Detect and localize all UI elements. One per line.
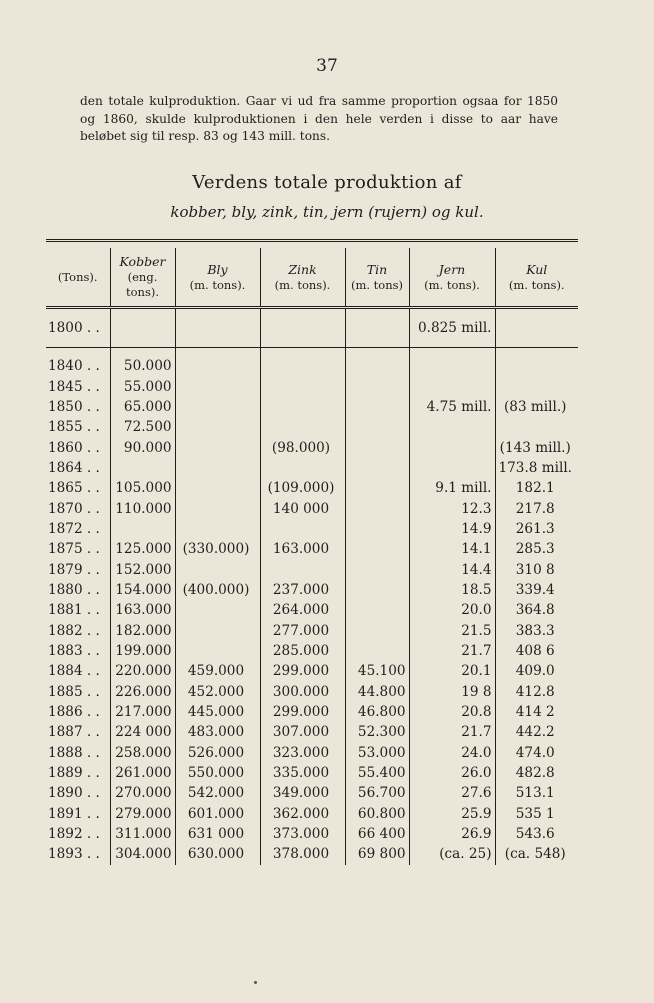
cell-zink: 373.000 xyxy=(260,824,345,844)
page-number: 37 xyxy=(316,56,338,76)
cell-year: 1855 . . xyxy=(46,417,110,437)
cell-jern: 14.1 xyxy=(409,539,495,559)
cell-kobber xyxy=(110,458,175,478)
cell-zink: 237.000 xyxy=(260,580,345,600)
cell-year: 1892 . . xyxy=(46,824,110,844)
cell-year: 1840 . . xyxy=(46,356,110,376)
cell-bly xyxy=(175,356,260,376)
cell-kobber xyxy=(110,519,175,539)
cell-tin: 55.400 xyxy=(345,763,409,783)
cell-jern: 14.4 xyxy=(409,559,495,579)
header-jern: Jern (m. tons). xyxy=(409,248,495,308)
cell-year: 1882 . . xyxy=(46,620,110,640)
cell-year: 1879 . . xyxy=(46,559,110,579)
cell-zink: 299.000 xyxy=(260,661,345,681)
production-table xyxy=(46,248,578,865)
cell-year: 1860 . . xyxy=(46,437,110,457)
cell-tin: 60.800 xyxy=(345,804,409,824)
cell-kul: 173.8 mill. xyxy=(498,459,572,476)
cell-kul: 414 2 xyxy=(515,704,555,721)
cell-zink: 163.000 xyxy=(260,539,345,559)
cell-year: 1872 . . xyxy=(46,519,110,539)
cell-tin: 46.800 xyxy=(345,702,409,722)
cell-year: 1886 . . xyxy=(46,702,110,722)
cell-year: 1870 . . xyxy=(46,498,110,518)
cell-kul: 474.0 xyxy=(515,744,555,761)
cell-kobber: 110.000 xyxy=(110,498,175,518)
cell-zink xyxy=(260,356,345,376)
spacer-cell xyxy=(345,348,409,357)
cell-bly xyxy=(175,620,260,640)
table-row xyxy=(46,763,578,783)
cell-zink xyxy=(260,519,345,539)
cell-jern: 4.75 mill. xyxy=(409,397,495,417)
cell-bly xyxy=(175,559,260,579)
cell-jern xyxy=(409,437,495,457)
cell-tin: 66 400 xyxy=(345,824,409,844)
cell-tin xyxy=(345,397,409,417)
cell-tin xyxy=(345,308,409,348)
cell-zink: 362.000 xyxy=(260,804,345,824)
cell-kul: (ca. 548) xyxy=(504,846,566,863)
cell-kobber: 304.000 xyxy=(110,844,175,864)
cell-bly xyxy=(175,437,260,457)
cell-zink: 349.000 xyxy=(260,783,345,803)
table-top-rule xyxy=(46,239,578,248)
cell-jern: 20.0 xyxy=(409,600,495,620)
table-row xyxy=(46,620,578,640)
cell-tin xyxy=(345,620,409,640)
cell-kobber: 226.000 xyxy=(110,682,175,702)
cell-kul: (143 mill.) xyxy=(499,439,571,456)
cell-jern: 20.1 xyxy=(409,661,495,681)
cell-kul: 261.3 xyxy=(515,520,555,537)
cell-zink: (109.000) xyxy=(260,478,345,498)
cell-kul: 285.3 xyxy=(515,541,555,558)
cell-tin: 56.700 xyxy=(345,783,409,803)
cell-kobber xyxy=(110,308,175,348)
cell-jern: 21.7 xyxy=(409,641,495,661)
cell-zink: 300.000 xyxy=(260,682,345,702)
cell-tin: 44.800 xyxy=(345,682,409,702)
cell-kul: (83 mill.) xyxy=(504,398,567,415)
cell-year: 1875 . . xyxy=(46,539,110,559)
cell-zink xyxy=(260,458,345,478)
cell-kobber: 258.000 xyxy=(110,743,175,763)
cell-zink: (98.000) xyxy=(260,437,345,457)
header-tin: Tin (m. tons) xyxy=(345,248,409,308)
cell-jern: 0.825 mill. xyxy=(409,308,495,348)
table-header-row xyxy=(46,248,578,308)
spacer-cell xyxy=(110,348,175,357)
table-row-1800 xyxy=(46,308,578,348)
print-speck xyxy=(254,981,257,984)
spacer-cell xyxy=(495,348,578,357)
table-row xyxy=(46,682,578,702)
table-spacer-row xyxy=(46,348,578,357)
cell-kul xyxy=(495,356,578,376)
cell-jern: 25.9 xyxy=(409,804,495,824)
cell-zink: 285.000 xyxy=(260,641,345,661)
cell-bly xyxy=(175,600,260,620)
cell-tin xyxy=(345,580,409,600)
cell-zink: 140 000 xyxy=(260,498,345,518)
cell-jern: 9.1 mill. xyxy=(409,478,495,498)
table-title: Verdens totale produktion af xyxy=(192,172,462,193)
cell-kobber: 199.000 xyxy=(110,641,175,661)
table-row xyxy=(46,661,578,681)
table-body xyxy=(46,308,578,865)
cell-bly xyxy=(175,498,260,518)
cell-kobber: 152.000 xyxy=(110,559,175,579)
table-row xyxy=(46,437,578,457)
cell-kobber: 55.000 xyxy=(110,376,175,396)
cell-bly: 542.000 xyxy=(175,783,260,803)
cell-bly: 630.000 xyxy=(175,844,260,864)
cell-kul: 535 1 xyxy=(515,805,555,822)
cell-bly: 601.000 xyxy=(175,804,260,824)
spacer-cell xyxy=(46,348,110,357)
spacer-cell xyxy=(409,348,495,357)
cell-year: 1845 . . xyxy=(46,376,110,396)
table-row xyxy=(46,824,578,844)
cell-bly: 459.000 xyxy=(175,661,260,681)
cell-bly xyxy=(175,641,260,661)
cell-zink xyxy=(260,417,345,437)
cell-jern: 26.0 xyxy=(409,763,495,783)
cell-tin xyxy=(345,539,409,559)
spacer-cell xyxy=(260,348,345,357)
table-row xyxy=(46,743,578,763)
cell-zink: 307.000 xyxy=(260,722,345,742)
cell-kobber: 154.000 xyxy=(110,580,175,600)
cell-kul: 364.8 xyxy=(515,602,555,619)
table-row xyxy=(46,498,578,518)
cell-kul: 409.0 xyxy=(515,663,555,680)
cell-kul: 217.8 xyxy=(515,500,555,517)
cell-bly: 445.000 xyxy=(175,702,260,722)
cell-kobber: 72.500 xyxy=(110,417,175,437)
cell-jern: 24.0 xyxy=(409,743,495,763)
cell-kul: 543.6 xyxy=(515,826,555,843)
cell-kul: 482.8 xyxy=(515,765,555,782)
header-kobber: Kobber (eng. tons). xyxy=(110,248,175,308)
table-row xyxy=(46,580,578,600)
cell-year: 1865 . . xyxy=(46,478,110,498)
cell-tin xyxy=(345,437,409,457)
cell-jern: (ca. 25) xyxy=(409,844,495,864)
cell-tin: 52.300 xyxy=(345,722,409,742)
cell-jern: 26.9 xyxy=(409,824,495,844)
cell-tin: 53.000 xyxy=(345,743,409,763)
cell-bly: 526.000 xyxy=(175,743,260,763)
cell-jern xyxy=(409,458,495,478)
cell-jern: 12.3 xyxy=(409,498,495,518)
cell-zink: 277.000 xyxy=(260,620,345,640)
cell-kul: 182.1 xyxy=(515,480,555,497)
cell-tin xyxy=(345,376,409,396)
cell-kobber: 261.000 xyxy=(110,763,175,783)
table-row xyxy=(46,397,578,417)
cell-jern xyxy=(409,376,495,396)
cell-bly xyxy=(175,308,260,348)
cell-jern: 19 8 xyxy=(409,682,495,702)
header-tons: (Tons). xyxy=(46,248,110,308)
table-row xyxy=(46,539,578,559)
cell-zink xyxy=(260,559,345,579)
cell-kobber: 90.000 xyxy=(110,437,175,457)
cell-year: 1864 . . xyxy=(46,458,110,478)
cell-year: 1885 . . xyxy=(46,682,110,702)
cell-zink: 323.000 xyxy=(260,743,345,763)
table-row xyxy=(46,519,578,539)
cell-jern xyxy=(409,356,495,376)
cell-tin xyxy=(345,478,409,498)
table-row xyxy=(46,722,578,742)
cell-kobber: 270.000 xyxy=(110,783,175,803)
cell-kul xyxy=(495,376,578,396)
cell-jern xyxy=(409,417,495,437)
cell-kul: 383.3 xyxy=(515,622,555,639)
cell-bly xyxy=(175,417,260,437)
table-row xyxy=(46,804,578,824)
cell-zink: 378.000 xyxy=(260,844,345,864)
cell-kobber: 217.000 xyxy=(110,702,175,722)
cell-jern: 14.9 xyxy=(409,519,495,539)
cell-kul: 412.8 xyxy=(515,683,555,700)
cell-kobber: 105.000 xyxy=(110,478,175,498)
table-row xyxy=(46,641,578,661)
cell-tin xyxy=(345,458,409,478)
cell-year: 1891 . . xyxy=(46,804,110,824)
cell-bly xyxy=(175,519,260,539)
cell-year: 1800 . . xyxy=(46,308,110,348)
cell-kul xyxy=(495,417,578,437)
cell-kobber: 65.000 xyxy=(110,397,175,417)
cell-year: 1888 . . xyxy=(46,743,110,763)
cell-kul: 339.4 xyxy=(515,581,555,598)
cell-year: 1880 . . xyxy=(46,580,110,600)
intro-paragraph: den totale kulproduktion. Gaar vi ud fra samme proportion ogsaa for 1850 og 1860, skulde kulproduktionen i den hele verden i disse to aar have beløbet sig til resp. 83 og 143 mill. tons. xyxy=(80,94,558,143)
cell-zink xyxy=(260,376,345,396)
cell-kobber: 50.000 xyxy=(110,356,175,376)
cell-bly xyxy=(175,397,260,417)
cell-bly: 550.000 xyxy=(175,763,260,783)
cell-zink: 264.000 xyxy=(260,600,345,620)
cell-bly xyxy=(175,478,260,498)
cell-kobber: 220.000 xyxy=(110,661,175,681)
table-row xyxy=(46,559,578,579)
cell-zink: 335.000 xyxy=(260,763,345,783)
cell-year: 1889 . . xyxy=(46,763,110,783)
cell-bly: 483.000 xyxy=(175,722,260,742)
cell-zink xyxy=(260,308,345,348)
cell-jern: 27.6 xyxy=(409,783,495,803)
cell-tin: 69 800 xyxy=(345,844,409,864)
spacer-cell xyxy=(175,348,260,357)
cell-year: 1887 . . xyxy=(46,722,110,742)
cell-kul: 442.2 xyxy=(515,724,555,741)
cell-bly xyxy=(175,458,260,478)
header-kul: Kul (m. tons). xyxy=(508,261,565,292)
header-zink: Zink (m. tons). xyxy=(260,248,345,308)
cell-year: 1883 . . xyxy=(46,641,110,661)
production-table-wrapper xyxy=(46,239,578,865)
cell-tin xyxy=(345,417,409,437)
cell-jern: 18.5 xyxy=(409,580,495,600)
cell-tin xyxy=(345,600,409,620)
cell-bly: 631 000 xyxy=(175,824,260,844)
table-row xyxy=(46,783,578,803)
table-row xyxy=(46,844,578,864)
cell-kobber: 279.000 xyxy=(110,804,175,824)
table-row xyxy=(46,356,578,376)
cell-tin xyxy=(345,498,409,518)
cell-jern: 20.8 xyxy=(409,702,495,722)
table-row xyxy=(46,702,578,722)
cell-tin xyxy=(345,641,409,661)
table-row xyxy=(46,458,578,478)
cell-year: 1890 . . xyxy=(46,783,110,803)
cell-bly: (400.000) xyxy=(175,580,260,600)
cell-jern: 21.7 xyxy=(409,722,495,742)
cell-kobber: 311.000 xyxy=(110,824,175,844)
cell-kul xyxy=(495,308,578,348)
header-bly: Bly (m. tons). xyxy=(175,248,260,308)
cell-kobber: 125.000 xyxy=(110,539,175,559)
cell-tin: 45.100 xyxy=(345,661,409,681)
cell-kul: 408 6 xyxy=(515,642,555,659)
cell-bly: 452.000 xyxy=(175,682,260,702)
cell-year: 1893 . . xyxy=(46,844,110,864)
cell-zink: 299.000 xyxy=(260,702,345,722)
table-subtitle: kobber, bly, zink, tin, jern (rujern) og kul. xyxy=(170,203,484,221)
cell-jern: 21.5 xyxy=(409,620,495,640)
cell-kobber: 163.000 xyxy=(110,600,175,620)
table-row xyxy=(46,478,578,498)
cell-year: 1881 . . xyxy=(46,600,110,620)
cell-year: 1884 . . xyxy=(46,661,110,681)
cell-tin xyxy=(345,356,409,376)
cell-year: 1850 . . xyxy=(46,397,110,417)
cell-bly: (330.000) xyxy=(175,539,260,559)
cell-kul: 310 8 xyxy=(515,561,555,578)
table-row xyxy=(46,417,578,437)
table-row xyxy=(46,600,578,620)
cell-tin xyxy=(345,559,409,579)
cell-zink xyxy=(260,397,345,417)
cell-tin xyxy=(345,519,409,539)
cell-kobber: 224 000 xyxy=(110,722,175,742)
cell-bly xyxy=(175,376,260,396)
cell-kobber: 182.000 xyxy=(110,620,175,640)
table-row xyxy=(46,376,578,396)
cell-kul: 513.1 xyxy=(515,785,555,802)
